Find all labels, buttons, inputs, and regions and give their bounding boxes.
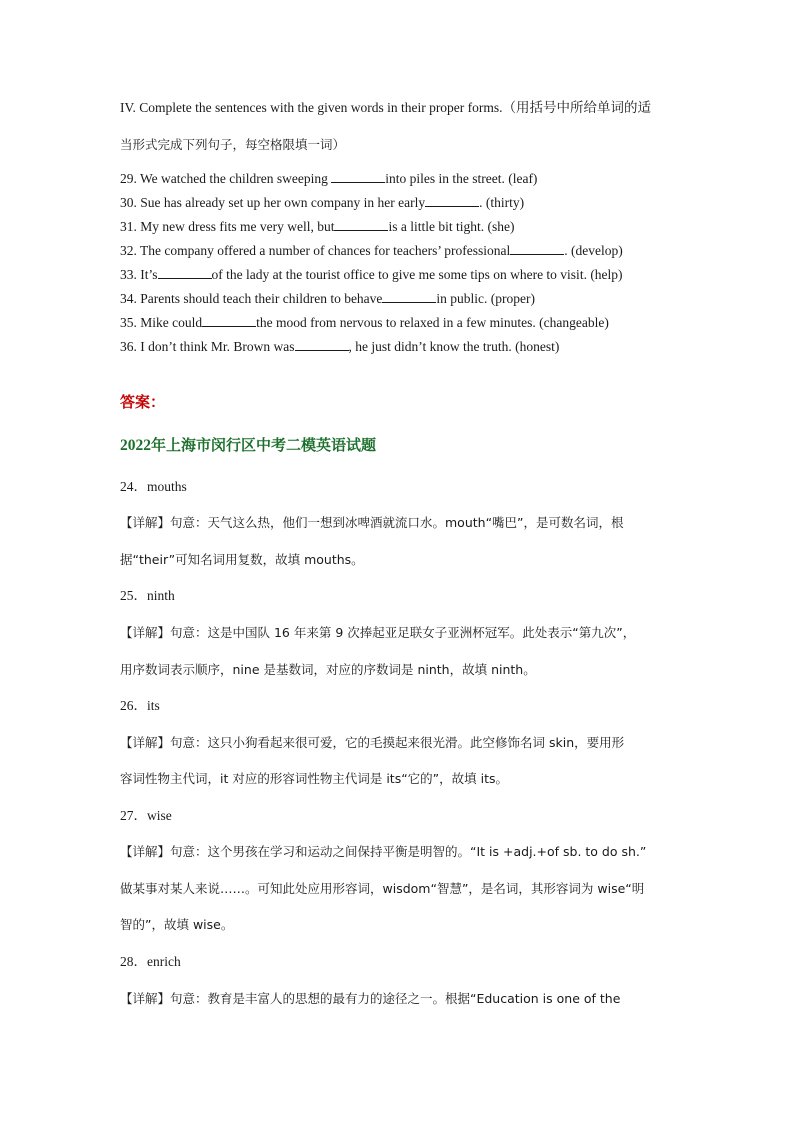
exam-title: 2022年上海市闵行区中考二模英语试题 — [120, 436, 377, 454]
answer-explanation: 【详解】句意：教育是丰富人的思想的最有力的途径之一。根据“Education is one of the — [120, 991, 621, 1006]
answer-blank[interactable] — [202, 314, 256, 327]
answer-blank[interactable] — [334, 218, 388, 231]
answer-explanation: 用序数词表示顺序，nine 是基数词，对应的序数词是 ninth，故填 ninth。 — [120, 662, 536, 677]
answer-item-head: 27．wise — [120, 808, 172, 823]
answer-explanation: 据“their”可知名词用复数，故填 mouths。 — [120, 552, 364, 567]
answer-blank[interactable] — [331, 170, 385, 183]
section-iv-instruction-line1: IV. Complete the sentences with the given words in their proper forms.（用括号中所给单词的适 — [120, 100, 652, 115]
answer-explanation: 【详解】句意：这是中国队 16 年来第 9 次捧起亚足联女子亚洲杯冠军。此处表示“第九次”， — [120, 625, 636, 640]
answer-explanation: 做某事对某人来说……。可知此处应用形容词，wisdom“智慧”，是名词，其形容词为 wise“明 — [120, 881, 645, 896]
answer-explanation: 智的”，故填 wise。 — [120, 917, 234, 932]
question-36: 36. I don’t think Mr. Brown was , he just didn’t know the truth. (honest) — [120, 339, 560, 354]
answer-blank[interactable] — [382, 290, 436, 303]
answer-blank[interactable] — [158, 266, 212, 279]
answer-explanation: 【详解】句意：这个男孩在学习和运动之间保持平衡是明智的。“It is +adj.+of sb. to do sh.” — [120, 844, 647, 859]
answer-blank[interactable] — [295, 338, 349, 351]
answer-item-head: 25．ninth — [120, 588, 175, 603]
answer-item-head: 28．enrich — [120, 954, 181, 969]
answer-explanation: 【详解】句意：天气这么热，他们一想到冰啤酒就流口水。mouth“嘴巴”，是可数名词，根 — [120, 515, 624, 530]
question-34: 34. Parents should teach their children to behave in public. (proper) — [120, 291, 536, 306]
question-35: 35. Mike could the mood from nervous to relaxed in a few minutes. (changeable) — [120, 315, 609, 330]
answer-explanation: 【详解】句意：这只小狗看起来很可爱，它的毛摸起来很光滑。此空修饰名词 skin，要用形 — [120, 735, 625, 750]
answer-item-head: 24．mouths — [120, 479, 187, 494]
answer-item-head: 26．its — [120, 698, 160, 713]
section-iv-instruction-line2: 当形式完成下列句子，每空格限填一词） — [120, 137, 346, 152]
question-33: 33. It’s of the lady at the tourist office to give me some tips on where to visit. (help) — [120, 267, 623, 282]
answer-blank[interactable] — [425, 194, 479, 207]
answer-blank[interactable] — [510, 242, 564, 255]
answer-explanation: 容词性物主代词，it 对应的形容词性物主代词是 its“它的”，故填 its。 — [120, 771, 509, 786]
question-31: 31. My new dress fits me very well, but is a little bit tight. (she) — [120, 219, 515, 234]
question-29: 29. We watched the children sweeping into piles in the street. (leaf) — [120, 171, 538, 186]
answer-label: 答案： — [120, 393, 166, 411]
question-32: 32. The company offered a number of chances for teachers’ professional . (develop) — [120, 243, 623, 258]
question-30: 30. Sue has already set up her own company in her early . (thirty) — [120, 195, 525, 210]
